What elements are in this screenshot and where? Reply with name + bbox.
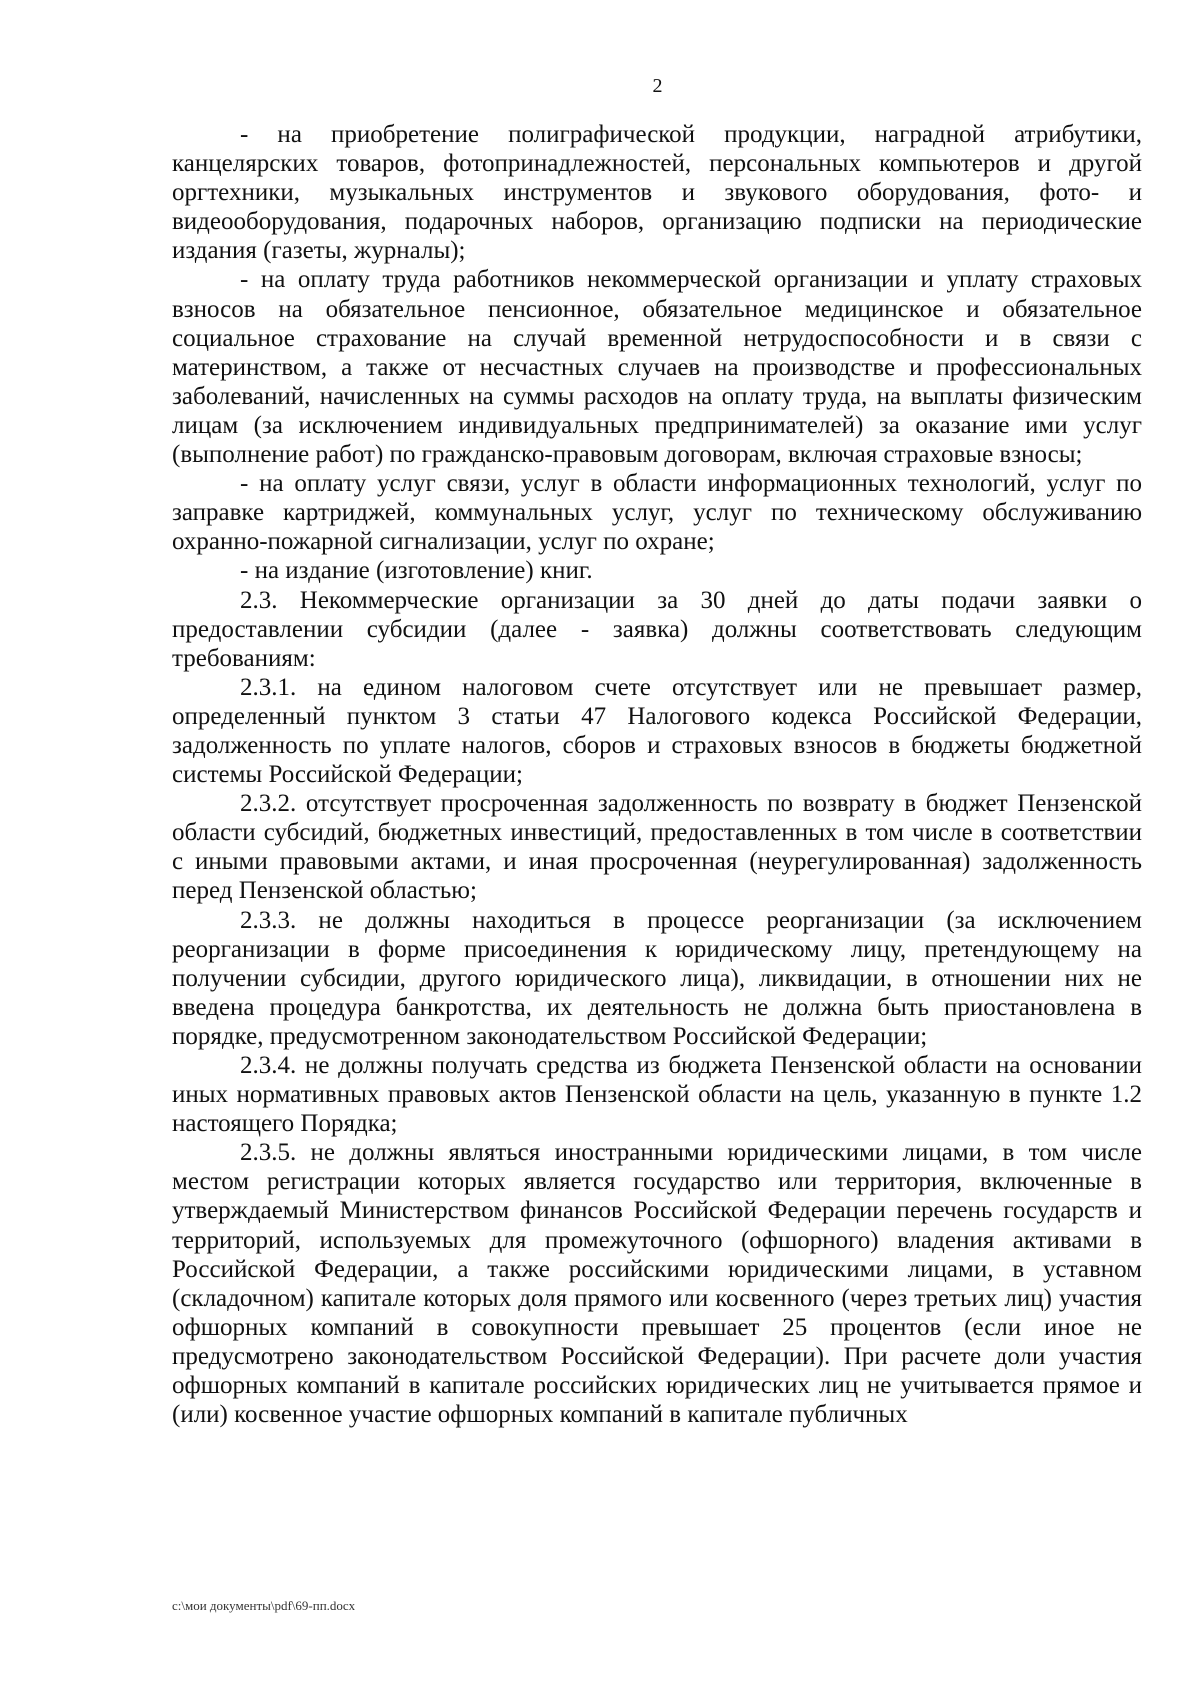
document-body xyxy=(172,120,1142,1429)
paragraph-printing-products: - на приобретение полиграфической продукции, наградной атрибутики, канцелярских товаров, фотопринадлежностей, персональных компьютеров и другой оргтехники, музыкальных инструментов и звукового оборудования, фото- и видеооборудования, подарочных наборов, организацию подписки на периодические издания (газеты, журналы); xyxy=(172,121,1142,265)
paragraph-2-3-requirements: 2.3. Некоммерческие организации за 30 дней до даты подачи заявки о предоставлении субсидии (далее - заявка) должны соответствовать следующим требованиям: xyxy=(172,586,1142,672)
paragraph-2-3-3-reorganization: 2.3.3. не должны находиться в процессе реорганизации (за исключением реорганизации в форме присоединения к юридическому лицу, претендующему на получении субсидии, другого юридического лица), ликвидации, в отношении них не введена процедура банкротства, их деятельность не должна быть приостановлена в порядке, предусмотренном законодательством Российской Федерации; xyxy=(172,906,1142,1050)
paragraph-2-3-4-other-funding: 2.3.4. не должны получать средства из бюджета Пензенской области на основании иных нормативных правовых актов Пензенской области на цель, указанную в пункте 1.2 настоящего Порядка; xyxy=(172,1052,1142,1138)
footer-file-path: c:\мои документы\pdf\69-пп.docx xyxy=(172,1598,356,1613)
paragraph-2-3-5-foreign-entities: 2.3.5. не должны являться иностранными юридическими лицами, в том числе местом регистрации которых является государство или территория, включенные в утверждаемый Министерством финансов Российской Федерации перечень государств и территорий, используемых для промежуточного (офшорного) владения активами в Российской Федерации, а также российскими юридическими лицами, в уставном (складочном) капитале которых доля прямого или косвенного (через третьих лиц) участия офшорных компаний в совокупности превышает 25 процентов (если иное не предусмотрено законодательством Российской Федерации). При расчете доли участия офшорных компаний в капитале российских юридических лиц не учитывается прямое и (или) косвенное участие офшорных компаний в капитале публичных xyxy=(172,1139,1142,1429)
paragraph-communication-services: - на оплату услуг связи, услуг в области информационных технологий, услуг по заправке картриджей, коммунальных услуг, услуг по техническому обслуживанию охранно-пожарной сигнализации, услуг по охране; xyxy=(172,470,1142,556)
page-number: 2 xyxy=(652,75,663,97)
paragraph-2-3-2-overdue-debt: 2.3.2. отсутствует просроченная задолженность по возврату в бюджет Пензенской области субсидий, бюджетных инвестиций, предоставленных в том числе в соответствии с иными правовыми актами, и иная просроченная (неурегулированная) задолженность перед Пензенской областью; xyxy=(172,790,1142,905)
paragraph-2-3-1-tax-debt: 2.3.1. на едином налоговом счете отсутствует или не превышает размер, определенный пунктом 3 статьи 47 Налогового кодекса Российской Федерации, задолженность по уплате налогов, сборов и страховых взносов в бюджеты бюджетной системы Российской Федерации; xyxy=(172,673,1142,789)
paragraph-labor-payment: - на оплату труда работников некоммерческой организации и уплату страховых взносов на обязательное пенсионное, обязательное медицинское и обязательное социальное страхование на случай временной нетрудоспособности и в связи с материнством, а также от несчастных случаев на производстве и профессиональных заболеваний, начисленных на суммы расходов на оплату труда, на выплаты физическим лицам (за исключением индивидуальных предпринимателей) за оказание ими услуг (выполнение работ) по гражданско-правовым договорам, включая страховые взносы; xyxy=(172,266,1142,469)
paragraph-book-publishing: - на издание (изготовление) книг. xyxy=(240,557,593,585)
